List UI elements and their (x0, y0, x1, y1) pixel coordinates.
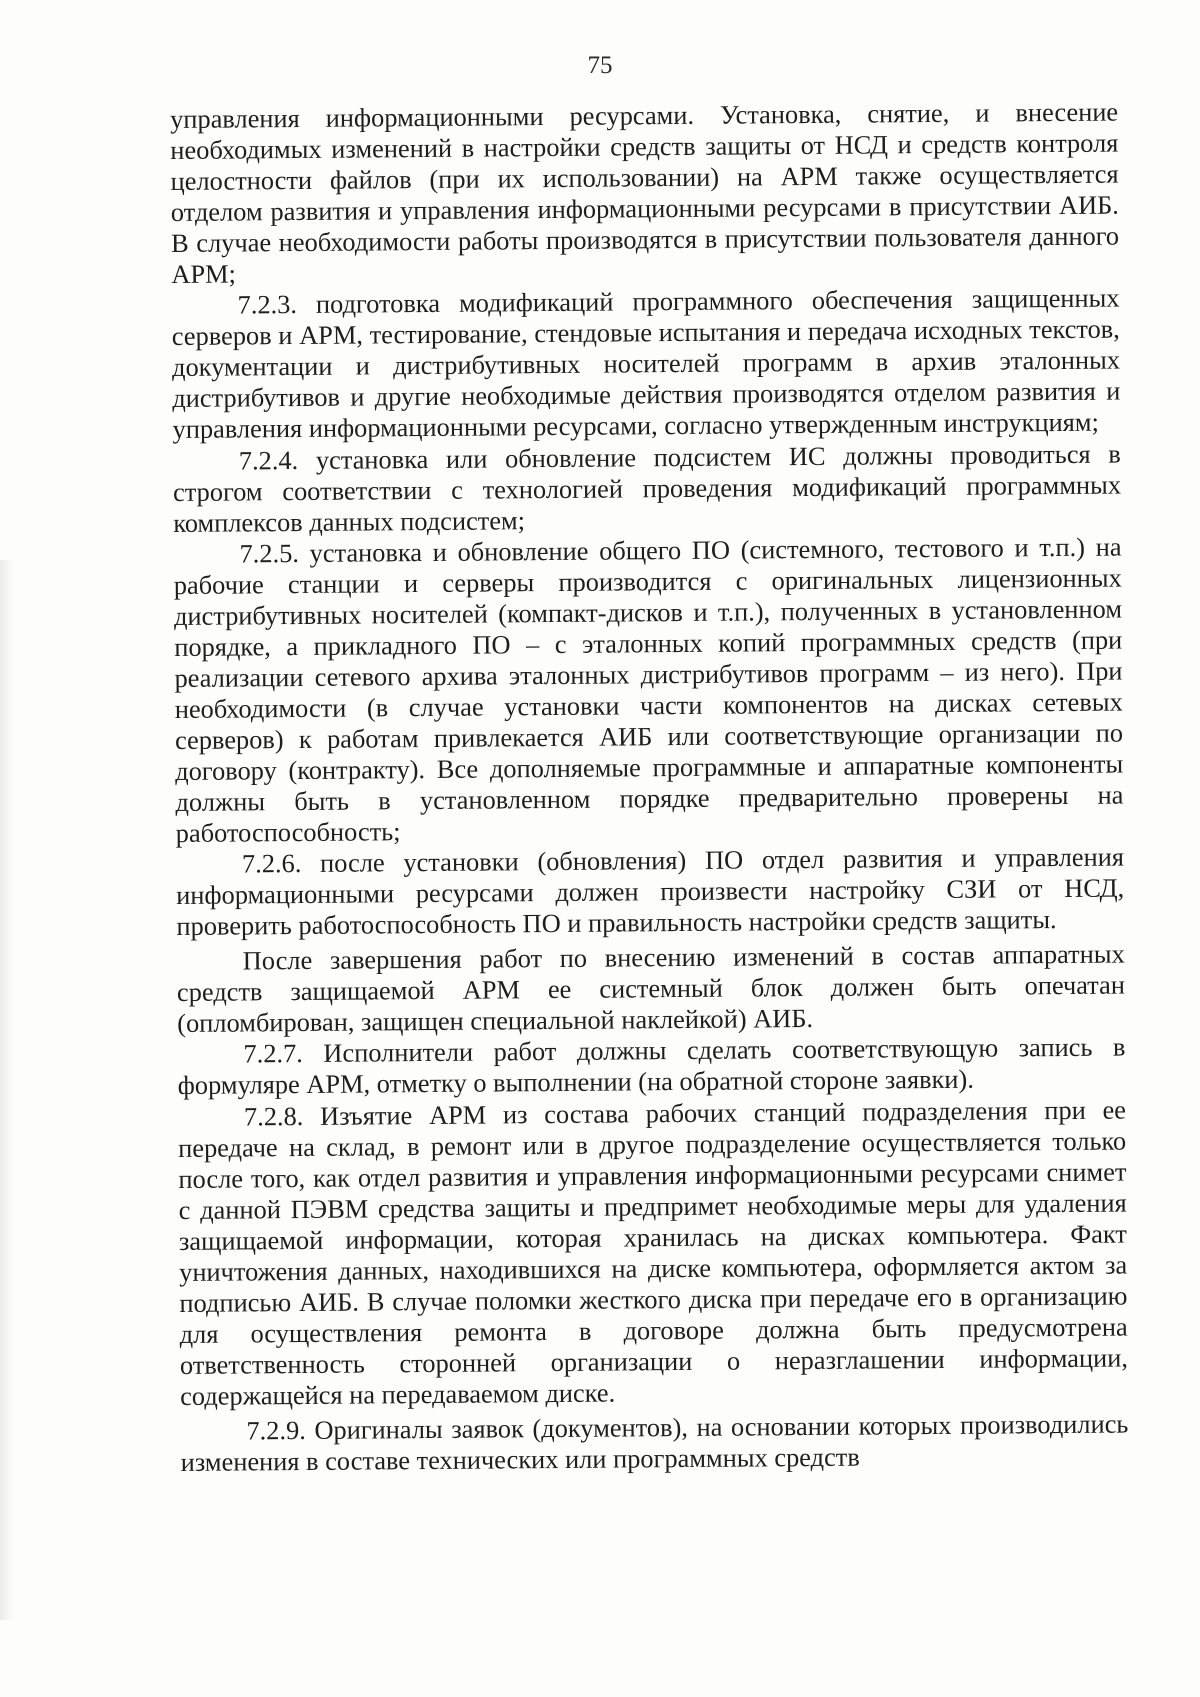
paragraph-7-2-9: 7.2.9. Оригиналы заявок (документов), на основании которых производились изменения в составе технических или программных средств (180, 1408, 1129, 1477)
body-text (170, 97, 1129, 1478)
paragraph-7-2-4: 7.2.4. установка или обновление подсистем ИС должны проводиться в строгом соответствии с технологией проведения модификаций программных комплексов данных подсистем; (172, 438, 1122, 538)
paragraph-after-completion: После завершения работ по внесению изменений в состав аппаратных средств защищаемой АРМ ее системный блок должен быть опечатан (опломбирован, защищен специальной наклейкой) АИБ. (176, 938, 1126, 1039)
paragraph-continuation: управления информационными ресурсами. Установка, снятие, и внесение необходимых изменений в настройки средств защиты от НСД и средств контроля целостности файлов (при их использовании) на АРМ также осуществляется отделом развития и управления информационными ресурсами в присутствии АИБ. В случае необходимости работы производятся в присутствии пользователя данного АРМ; (170, 96, 1120, 290)
paragraph-7-2-8: 7.2.8. Изъятие АРМ из состава рабочих станций подразделения при ее передаче на склад, в ремонт или в другое подразделение осуществляется только после того, как отдел развития и управления информационными ресурсами снимет с данной ПЭВМ средства защиты и предпримет необходимые меры для удаления защищаемой информации, которая хранилась на дисках компьютера. Факт уничтожения данных, находившихся на диске компьютера, оформляется актом за подписью АИБ. В случае поломки жесткого диска при передаче его в организацию для осуществления ремонта в договоре должна быть предусмотрена ответственность сторонней организации о неразглашении информации, содержащейся на передаваемом диске. (178, 1094, 1128, 1411)
paragraph-7-2-3: 7.2.3. подготовка модификаций программного обеспечения защищенных серверов и АРМ, тестирование, стендовые испытания и передача исходных текстов, документации и дистрибутивных носителей программ в архив эталонных дистрибутивов и другие необходимые действия производятся отделом развития и управления информационными ресурсами, согласно утвержденным инструкциям; (171, 282, 1121, 445)
paragraph-7-2-7: 7.2.7. Исполнители работ должны сделать соответствующую запись в формуляре АРМ, отметку о выполнении (на обратной стороне заявки). (177, 1031, 1126, 1101)
scan-edge-shadow (0, 560, 14, 1620)
paragraph-7-2-5: 7.2.5. установка и обновление общего ПО (системного, тестового и т.п.) на рабочие станции и серверы производится с оригинальных лицензионных дистрибутивных носителей (компакт-дисков и т.п.), полученных в установленном порядке, а прикладного ПО – с эталонных копий программных средств (при реализации сетевого архива эталонных дистрибутивов программ – из него). При необходимости (в случае установки части компонентов на дисках сетевых серверов) к работам привлекается АИБ или соответствующие организации по договору (контракту). Все дополняемые программные и аппаратные компоненты должны быть в установленном порядке предварительно проверены на работоспособность; (173, 531, 1124, 849)
paragraph-7-2-6: 7.2.6. после установки (обновления) ПО отдел развития и управления информационными ресурсами должен произвести настройку СЗИ от НСД, проверить работоспособность ПО и правильность настройки средств защиты. (176, 841, 1125, 942)
page-number: 75 (587, 52, 613, 79)
